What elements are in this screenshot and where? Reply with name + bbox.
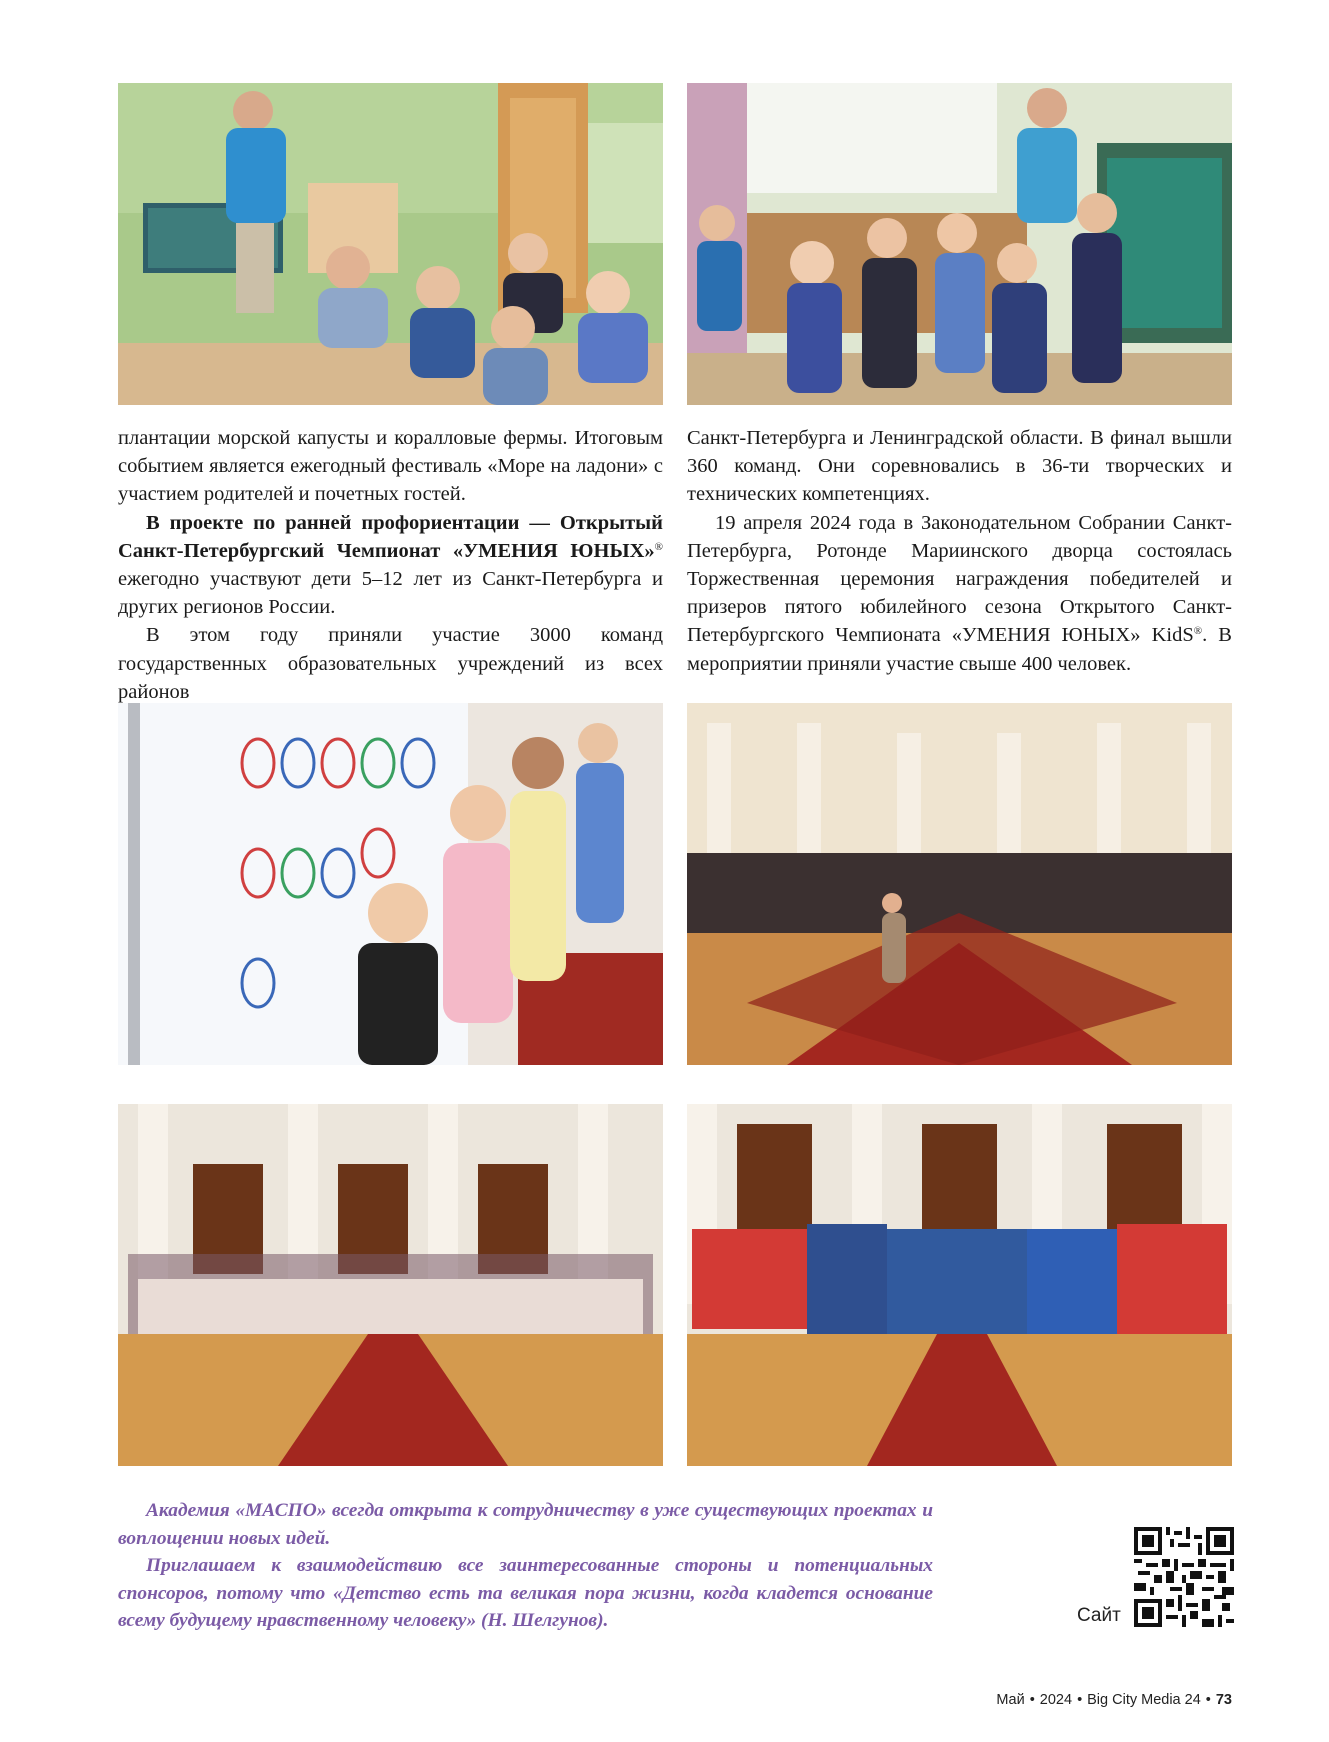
paragraph-championship [118,509,663,622]
page-footer: Май • 2024 • Big City Media 24 • 73 [996,1692,1232,1708]
registered-mark: ® [654,540,663,553]
photo-children-drawing-on-banner [118,703,663,1065]
photo-organizers-group [687,1104,1232,1466]
ceremony-attendance: . В мероприятии приняли участие свыше 400 человек. [687,624,1232,675]
footer-year: 2024 [1039,1692,1073,1708]
ceremony-text: 19 апреля 2024 года в Законодательном Собрании Санкт-Петербурга, Ротонде Мариинского дворца состоялась Торжественная церемония награждения победителей и призеров пятого юбилейного сезона Открытого Санкт-Петербургского Чемпионата «УМЕНИЯ ЮНЫХ» KidS [687,511,1232,647]
photo-ceremony-rotunda-hall [687,703,1232,1065]
registered-mark: ® [1193,625,1203,638]
paragraph-ceremony [687,509,1232,678]
photo-children-raising-hands-aquarium [687,83,1232,405]
invitation-quote [118,1497,933,1635]
quote-paragraph-cooperation: Академия «МАСПО» всегда открыта к сотрудничеству в уже существующих проектах и воплощении новых идей. [118,1500,933,1549]
paragraph-final: Санкт-Петербурга и Ленинградской области. В финал вышли 360 команд. Они соревновались в 36-ти творческих и технических компетенциях. [687,427,1232,506]
right-text-column [687,424,1232,678]
footer-magazine: Big City Media 24 [1087,1692,1201,1708]
page-number: 73 [1215,1692,1232,1708]
site-label: Сайт [1077,1605,1121,1626]
footer-month: Май [996,1692,1025,1708]
championship-title: В проекте по ранней профориентации — Открытый Санкт-Петербургский Чемпионат «УМЕНИЯ ЮНЫХ» [118,511,663,562]
quote-paragraph-invitation: Приглашаем к взаимодействию все заинтересованные стороны и потенциальных спонсоров, потому что «Детство есть та великая пора жизни, когда кладется основание всему будущему нравственному человеку» (Н. Шелгунов). [118,1555,933,1631]
left-text-column [118,424,663,706]
photo-children-with-diplomas [118,1104,663,1466]
paragraph-teams: В этом году приняли участие 3000 команд государственных образовательных учреждений из всех районов [118,624,663,703]
qr-code-icon[interactable] [1134,1527,1234,1627]
photo-teacher-children-aquarium-class [118,83,663,405]
championship-participants: ежегодно участвуют дети 5–12 лет из Санкт-Петербурга и других регионов России. [118,568,663,619]
paragraph-sea-plantations: плантации морской капусты и коралловые фермы. Итоговым событием является ежегодный фестиваль «Море на ладони» с участием родителей и почетных гостей. [118,427,663,506]
